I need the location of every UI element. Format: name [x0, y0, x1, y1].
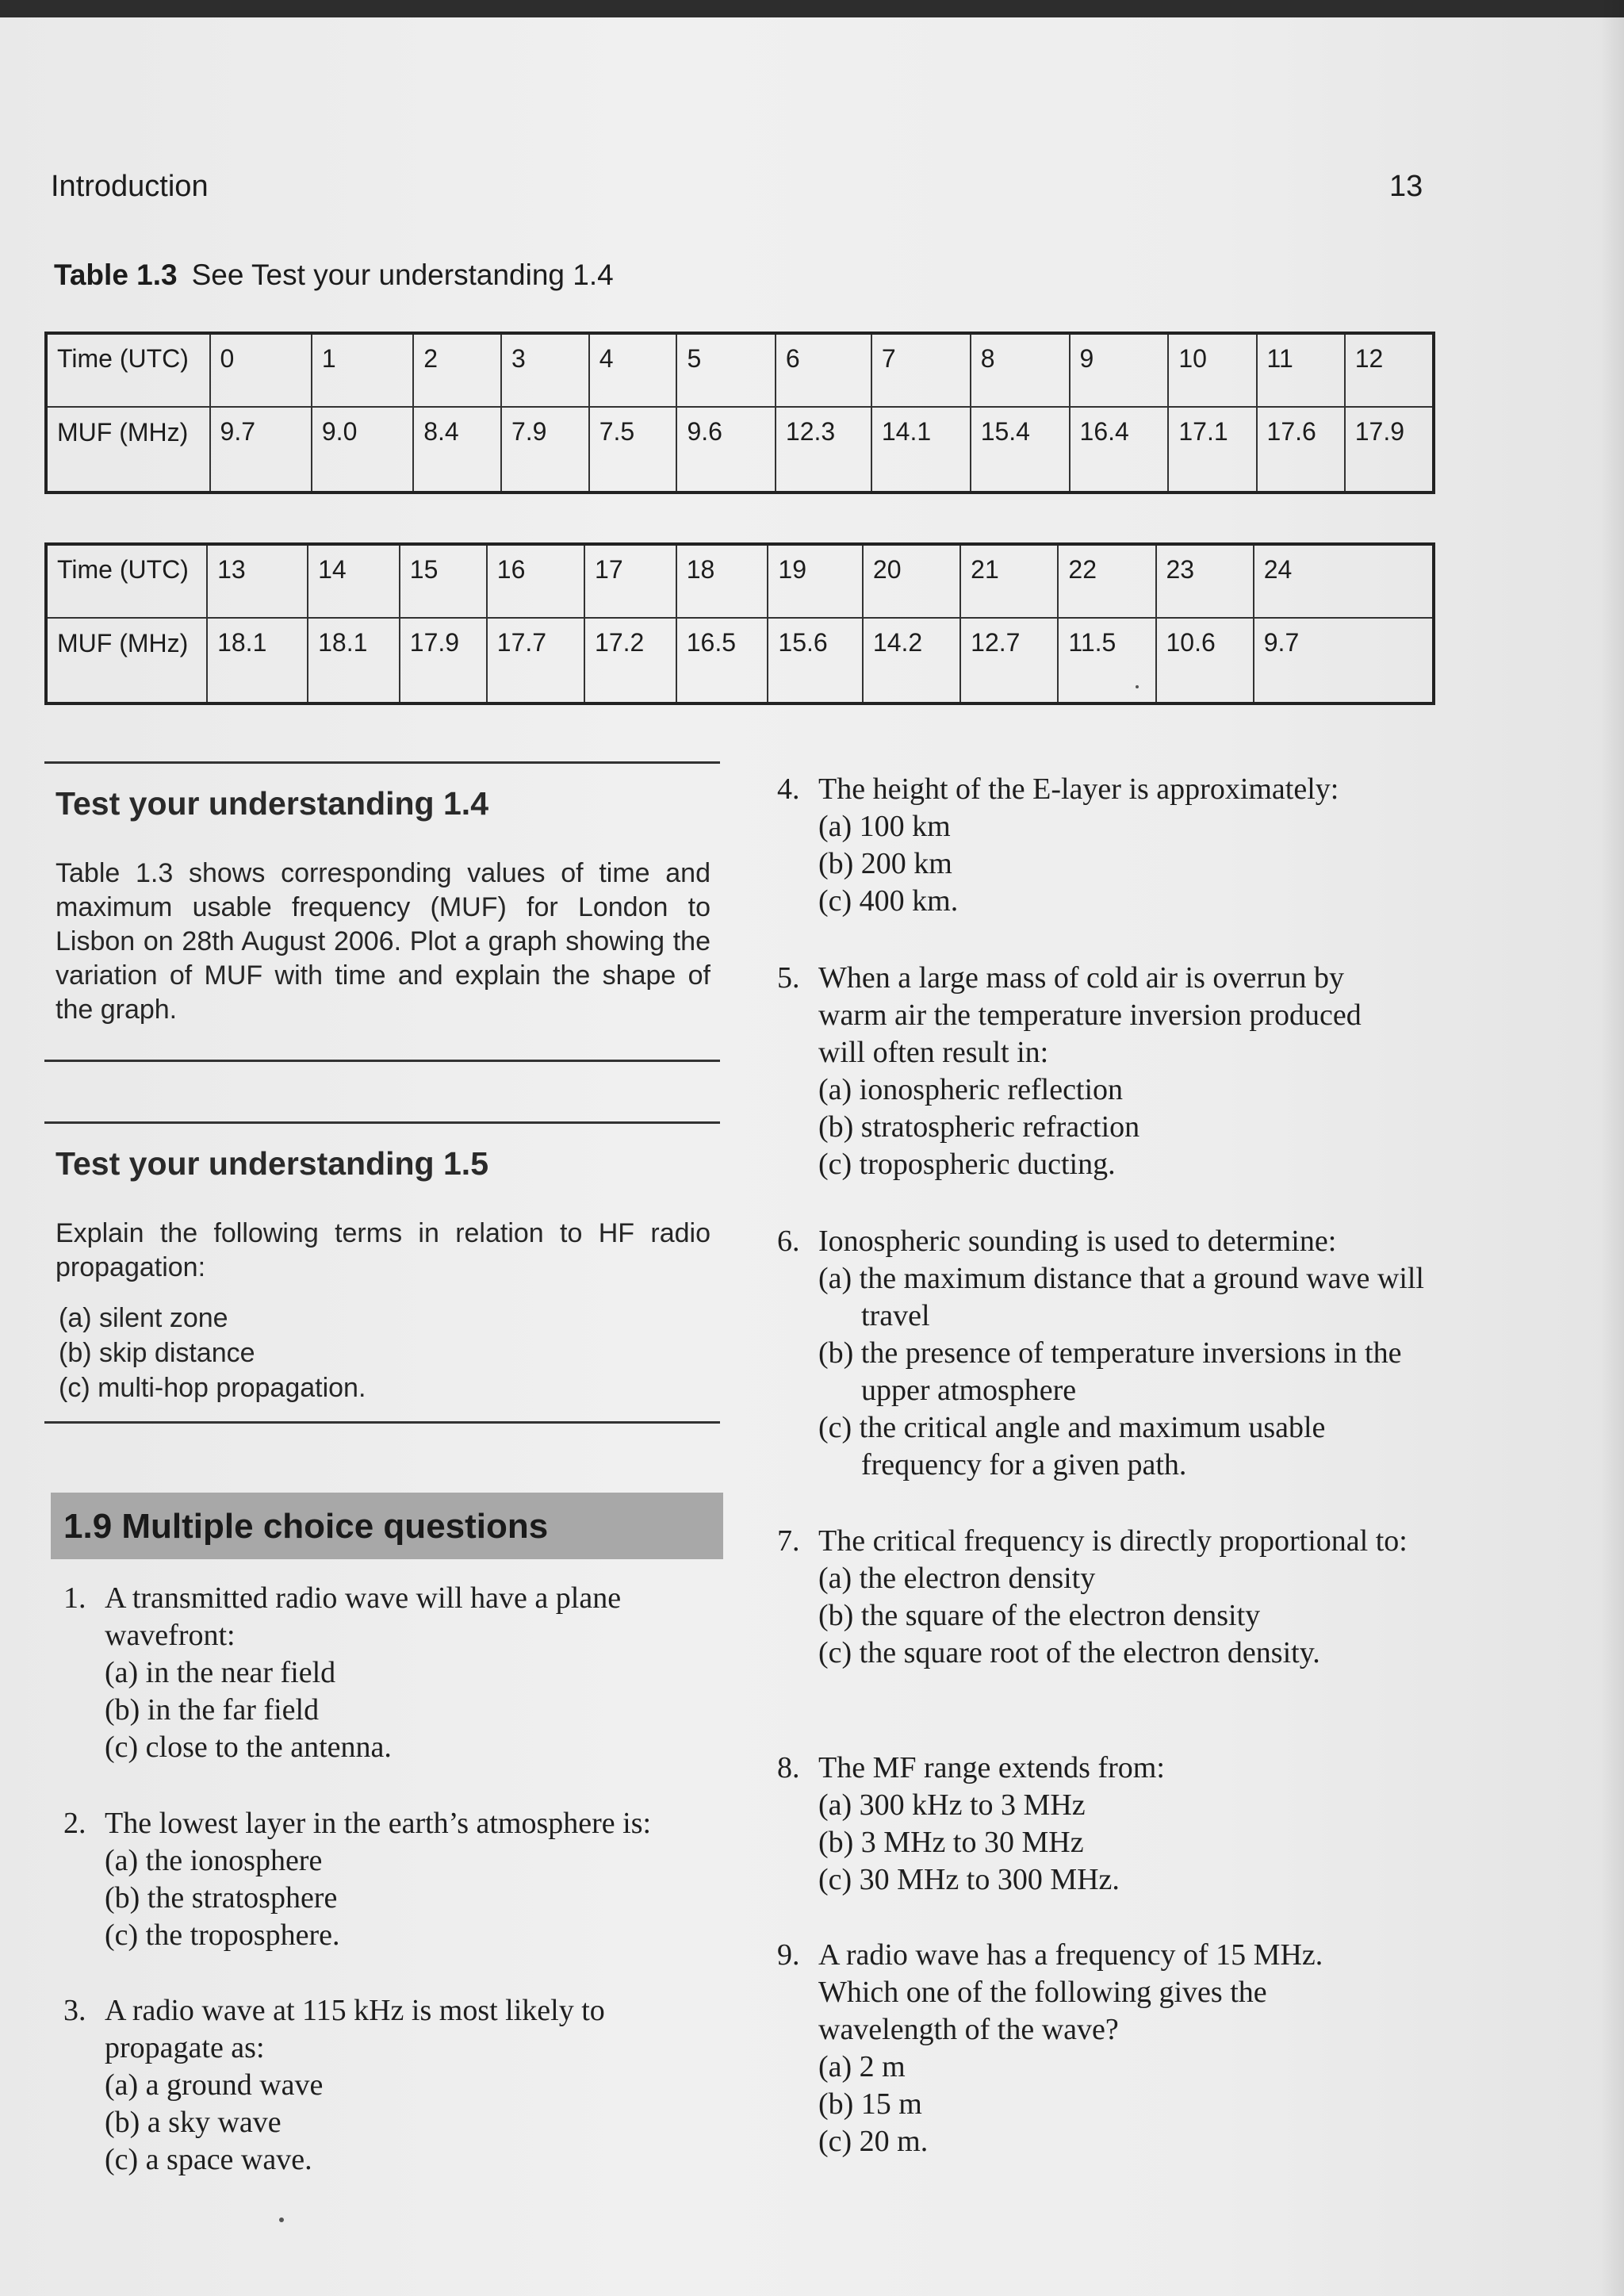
question-option: (b) stratospheric refraction: [818, 1110, 1140, 1144]
question-number: 6.: [777, 1225, 800, 1258]
tyu-1-4-title: Test your understanding 1.4: [56, 785, 488, 822]
table-cell: 9.0: [312, 407, 413, 493]
table-cell: 12.7: [960, 618, 1058, 703]
question-number: 2.: [63, 1807, 86, 1840]
table-row: [46, 544, 1434, 618]
table-cell: 9: [1070, 333, 1169, 407]
row-label-muf: MUF (MHz): [46, 618, 207, 703]
question-stem: The critical frequency is directly proportional to:: [818, 1524, 1408, 1558]
table-cell: 18.1: [308, 618, 400, 703]
scan-speck: [279, 2217, 284, 2222]
question-option: (c) the critical angle and maximum usable frequency for a given path.: [818, 1411, 1326, 1481]
table-cell: 9.6: [676, 407, 775, 493]
question-stem: Ionospheric sounding is used to determine:: [818, 1225, 1337, 1258]
question-option: (c) 20 m.: [818, 2125, 929, 2158]
table-cell: 5: [676, 333, 775, 407]
tyu-1-5-title: Test your understanding 1.5: [56, 1145, 488, 1182]
table-cell: 9.7: [1254, 618, 1434, 703]
question-option: (a) a ground wave: [105, 2068, 324, 2102]
table-cell: 15.4: [971, 407, 1070, 493]
table-cell: 20: [863, 544, 960, 618]
table-cell: 12: [1345, 333, 1434, 407]
row-label-time: Time (UTC): [46, 333, 210, 407]
question-option: (b) a sky wave: [105, 2106, 282, 2139]
question-option: (b) 200 km: [818, 847, 952, 880]
question-option: (a) 300 kHz to 3 MHz: [818, 1788, 1086, 1822]
question-option: (b) the presence of temperature inversions in the upper atmosphere: [818, 1336, 1402, 1407]
question-9: [777, 1937, 1396, 2160]
table-cell: 3: [501, 333, 589, 407]
table-row: [46, 407, 1434, 493]
tyu-1-5-text: Explain the following terms in relation to HF radio propagation:: [56, 1218, 710, 1282]
question-8: [777, 1750, 1427, 1899]
table-cell: 8: [971, 333, 1070, 407]
question-option: (b) in the far field: [105, 1693, 320, 1727]
table-cell: 14.1: [871, 407, 971, 493]
table-cell: 17.2: [584, 618, 676, 703]
question-option: (c) 400 km.: [818, 884, 959, 918]
question-option: (a) 2 m: [818, 2050, 906, 2083]
table-cell: 19: [768, 544, 862, 618]
question-option: (c) 30 MHz to 300 MHz.: [818, 1863, 1120, 1896]
table-cell: 13: [207, 544, 308, 618]
table-row: [46, 333, 1434, 407]
page-number: 13: [1389, 170, 1423, 203]
scan-right-shadow: [1600, 0, 1624, 2296]
question-7: [777, 1523, 1427, 1672]
question-option: (a) the ionosphere: [105, 1844, 323, 1877]
list-item: (b) skip distance: [59, 1338, 255, 1368]
table-cell: 1: [312, 333, 413, 407]
question-stem: A transmitted radio wave will have a plane wavefront:: [105, 1581, 622, 1652]
table-cell: 18.1: [207, 618, 308, 703]
table-cell: 2: [413, 333, 501, 407]
table-cell: 17.6: [1257, 407, 1345, 493]
table-cell: 21: [960, 544, 1058, 618]
table-row: [46, 618, 1434, 703]
question-stem: The MF range extends from:: [818, 1751, 1165, 1784]
question-option: (c) a space wave.: [105, 2143, 312, 2176]
table-cell: 9.7: [210, 407, 312, 493]
table-cell: 4: [589, 333, 677, 407]
question-option: (a) in the near field: [105, 1656, 336, 1689]
question-option: (c) tropospheric ducting.: [818, 1148, 1116, 1181]
table-cell: 10.6: [1156, 618, 1254, 703]
table-cell: 8.4: [413, 407, 501, 493]
question-stem: The height of the E-layer is approximately:: [818, 772, 1339, 806]
question-number: 4.: [777, 772, 800, 806]
muf-table-part-2: [44, 542, 1435, 705]
scan-speck: [1136, 685, 1139, 688]
table-cell: 11.5: [1058, 618, 1155, 703]
question-stem: The lowest layer in the earth’s atmosphere is:: [105, 1807, 652, 1840]
table-cell: 14: [308, 544, 400, 618]
question-option: (b) the stratosphere: [105, 1881, 338, 1915]
table-cell: 23: [1156, 544, 1254, 618]
table-cell: 0: [210, 333, 312, 407]
question-option: (c) the troposphere.: [105, 1918, 340, 1952]
question-2: [63, 1805, 730, 1954]
table-caption: [54, 259, 614, 292]
table-cell: 24: [1254, 544, 1434, 618]
table-cell: 17.1: [1168, 407, 1256, 493]
table-cell: 17.7: [487, 618, 584, 703]
question-option: (a) the electron density: [818, 1562, 1096, 1595]
question-option: (a) the maximum distance that a ground wave will travel: [818, 1262, 1424, 1332]
box-bottom-rule: [44, 1060, 720, 1062]
question-number: 1.: [63, 1581, 86, 1615]
table-cell: 12.3: [776, 407, 871, 493]
list-item: (a) silent zone: [59, 1303, 228, 1333]
table-cell: 11: [1257, 333, 1345, 407]
row-label-time: Time (UTC): [46, 544, 207, 618]
box-top-rule: [44, 761, 720, 764]
box-bottom-rule: [44, 1421, 720, 1424]
section-heading-bar: [51, 1493, 723, 1559]
question-5: [777, 960, 1411, 1183]
table-cell: 17: [584, 544, 676, 618]
question-option: (a) 100 km: [818, 810, 951, 843]
list-item: (c) multi-hop propagation.: [59, 1373, 366, 1403]
table-cell: 16.5: [676, 618, 768, 703]
question-number: 9.: [777, 1938, 800, 1972]
question-1: [63, 1580, 714, 1766]
question-option: (c) close to the antenna.: [105, 1731, 392, 1764]
table-cell: 18: [676, 544, 768, 618]
question-option: (b) 15 m: [818, 2087, 922, 2121]
table-cell: 7: [871, 333, 971, 407]
question-option: (a) ionospheric reflection: [818, 1073, 1124, 1106]
question-number: 7.: [777, 1524, 800, 1558]
table-cell: 16: [487, 544, 584, 618]
table-cell: 15: [400, 544, 487, 618]
table-cell: 22: [1058, 544, 1155, 618]
row-label-muf: MUF (MHz): [46, 407, 210, 493]
question-stem: When a large mass of cold air is overrun by warm air the temperature inversion produced will often result in:: [818, 961, 1362, 1069]
table-cell: 7.9: [501, 407, 589, 493]
question-stem: A radio wave has a frequency of 15 MHz. Which one of the following gives the wavelength of the wave?: [818, 1938, 1323, 2046]
section-heading: 1.9 Multiple choice questions: [63, 1507, 549, 1546]
tyu-1-4-text: Table 1.3 shows corresponding values of time and maximum usable frequency (MUF) for London to Lisbon on 28th August 2006. Plot a graph showing the variation of MUF with time and explain the shape of the graph.: [56, 858, 710, 1025]
table-cell: 7.5: [589, 407, 677, 493]
muf-table-part-1: [44, 332, 1435, 494]
table-cell: 17.9: [400, 618, 487, 703]
running-head-title: Introduction: [51, 170, 209, 203]
question-number: 8.: [777, 1751, 800, 1784]
table-cell: 14.2: [863, 618, 960, 703]
table-cell: 17.9: [1345, 407, 1434, 493]
question-option: (b) the square of the electron density: [818, 1599, 1261, 1632]
question-6: [777, 1223, 1427, 1484]
scan-top-edge: [0, 0, 1624, 17]
table-cell: 16.4: [1070, 407, 1169, 493]
table-caption-label: Table 1.3: [54, 259, 178, 291]
question-option: (c) the square root of the electron density.: [818, 1636, 1320, 1669]
tyu-1-5-list: [59, 1301, 366, 1405]
table-cell: 10: [1168, 333, 1256, 407]
table-cell: 6: [776, 333, 871, 407]
question-number: 3.: [63, 1994, 86, 2027]
question-option: (b) 3 MHz to 30 MHz: [818, 1826, 1084, 1859]
question-3: [63, 1992, 682, 2179]
question-number: 5.: [777, 961, 800, 995]
table-cell: 15.6: [768, 618, 862, 703]
table-caption-text: See Test your understanding 1.4: [191, 259, 614, 291]
question-stem: A radio wave at 115 kHz is most likely to propagate as:: [105, 1994, 605, 2064]
question-4: [777, 771, 1427, 920]
box-top-rule: [44, 1121, 720, 1124]
